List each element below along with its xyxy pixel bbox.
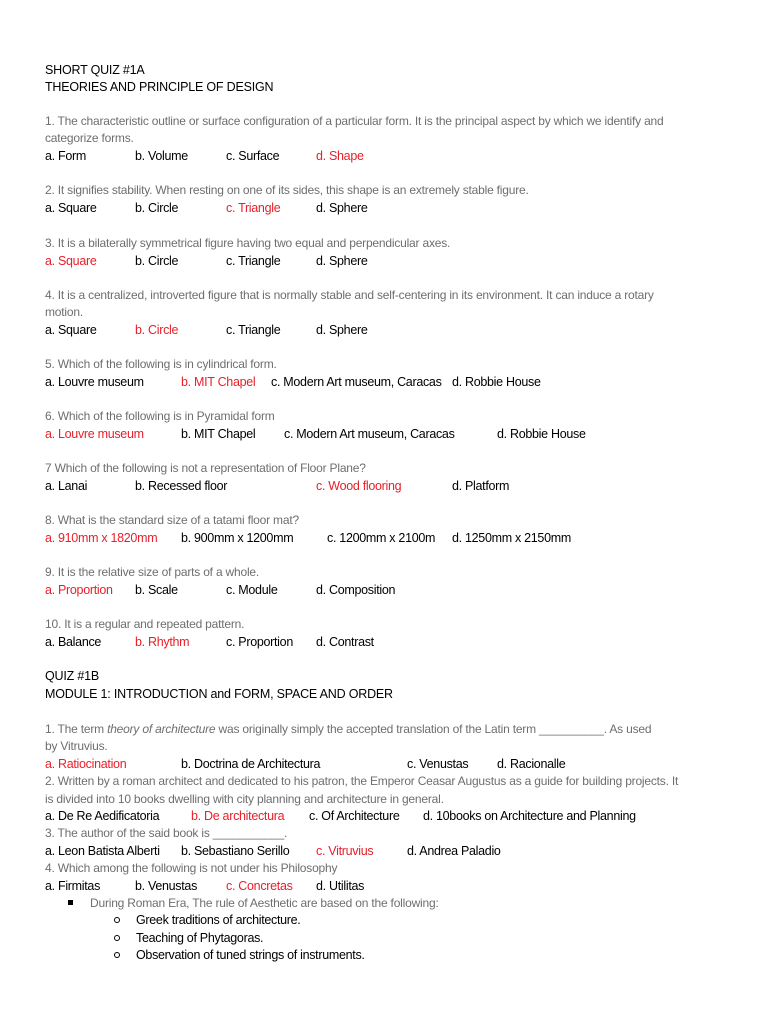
option-a1-a: a. Form [45,149,86,163]
option-b3-d: d. Andrea Paladio [407,844,501,858]
quiz-b-subtitle: MODULE 1: INTRODUCTION and FORM, SPACE AND ORDER [45,687,393,701]
option-b1-c: c. Venustas [407,757,469,771]
option-a1-d: d. Shape [316,149,364,163]
question-a3: 3. It is a bilaterally symmetrical figure having two equal and perpendicular axes. [45,236,451,250]
bullet-main: During Roman Era, The rule of Aesthetic are based on the following: [90,896,439,910]
option-a9-a: a. Proportion [45,583,113,597]
quiz-subtitle: THEORIES AND PRINCIPLE OF DESIGN [45,80,274,94]
option-b3-b: b. Sebastiano Serillo [181,844,290,858]
option-b1-d: d. Racionalle [497,757,566,771]
option-a3-a: a. Square [45,254,97,268]
question-b4: 4. Which among the following is not under his Philosophy [45,861,338,875]
question-b2-line2: is divided into 10 books dwelling with city planning and architecture in general. [45,792,444,806]
option-a10-a: a. Balance [45,635,102,649]
question-a1-line2: categorize forms. [45,131,134,145]
option-a8-b: b. 900mm x 1200mm [181,531,294,545]
circle-bullet-icon [114,952,120,958]
question-a6: 6. Which of the following is in Pyramidal form [45,409,275,423]
option-a9-b: b. Scale [135,583,178,597]
option-b3-a: a. Leon Batista Alberti [45,844,160,858]
option-a6-a: a. Louvre museum [45,427,144,441]
question-a5: 5. Which of the following is in cylindrical form. [45,357,277,371]
option-a1-b: b. Volume [135,149,188,163]
option-b1-b: b. Doctrina de Architectura [181,757,321,771]
option-a4-d: d. Sphere [316,323,368,337]
question-a9: 9. It is the relative size of parts of a whole. [45,565,260,579]
option-a9-d: d. Composition [316,583,396,597]
option-a10-b: b. Rhythm [135,635,190,649]
option-a10-d: d. Contrast [316,635,374,649]
option-a5-d: d. Robbie House [452,375,541,389]
option-b4-b: b. Venustas [135,879,198,893]
option-a8-a: a. 910mm x 1820mm [45,531,158,545]
option-a8-c: c. 1200mm x 2100m [327,531,436,545]
circle-bullet-icon [114,935,120,941]
option-a6-c: c. Modern Art museum, Caracas [284,427,455,441]
question-a4: 4. It is a centralized, introverted figure that is normally stable and self-centering in its environment. It can induce a rotary [45,288,654,302]
option-a5-a: a. Louvre museum [45,375,144,389]
option-a6-b: b. MIT Chapel [181,427,256,441]
option-b4-d: d. Utilitas [316,879,365,893]
circle-bullet-icon [114,917,120,923]
option-a2-d: d. Sphere [316,201,368,215]
option-b3-c: c. Vitruvius [316,844,374,858]
question-b1: 1. The term theory of architecture was originally simply the accepted translation of the Latin term __________. As used [45,722,652,736]
option-a6-d: d. Robbie House [497,427,586,441]
option-a1-c: c. Surface [226,149,280,163]
question-b3: 3. The author of the said book is ___________. [45,826,288,840]
option-a4-a: a. Square [45,323,97,337]
option-a10-c: c. Proportion [226,635,293,649]
option-b1-a: a. Ratiocination [45,757,127,771]
option-b2-a: a. De Re Aedificatoria [45,809,160,823]
option-b2-d: d. 10books on Architecture and Planning [423,809,636,823]
question-b1-line2: by Vitruvius. [45,739,108,753]
option-a3-b: b. Circle [135,254,179,268]
bullet-sub-3: Observation of tuned strings of instruments. [136,948,365,962]
question-b2: 2. Written by a roman architect and dedicated to his patron, the Emperor Ceasar Augustus as a guide for building projects. It [45,774,679,788]
quiz-b-title: QUIZ #1B [45,669,99,683]
option-a8-d: d. 1250mm x 2150mm [452,531,571,545]
option-b2-c: c. Of Architecture [309,809,400,823]
bullet-sub-2: Teaching of Phytagoras. [136,931,264,945]
option-a7-a: a. Lanai [45,479,88,493]
option-a2-b: b. Circle [135,201,179,215]
question-a8: 8. What is the standard size of a tatami floor mat? [45,513,299,527]
bullet-sub-1: Greek traditions of architecture. [136,913,301,927]
option-a3-d: d. Sphere [316,254,368,268]
option-a4-c: c. Triangle [226,323,281,337]
question-a7: 7 Which of the following is not a representation of Floor Plane? [45,461,366,475]
question-a10: 10. It is a regular and repeated pattern. [45,617,245,631]
option-a9-c: c. Module [226,583,278,597]
option-a2-c: c. Triangle [226,201,281,215]
option-a5-b: b. MIT Chapel [181,375,256,389]
question-a4-line2: motion. [45,305,83,319]
option-a3-c: c. Triangle [226,254,281,268]
option-a7-c: c. Wood flooring [316,479,402,493]
option-b4-c: c. Concretas [226,879,293,893]
option-a7-d: d. Platform [452,479,510,493]
quiz-title: SHORT QUIZ #1A [45,63,145,77]
option-a7-b: b. Recessed floor [135,479,228,493]
square-bullet-icon [68,900,73,905]
option-b4-a: a. Firmitas [45,879,101,893]
question-a2: 2. It signifies stability. When resting on one of its sides, this shape is an extremely stable figure. [45,183,529,197]
option-a4-b: b. Circle [135,323,179,337]
option-b2-b: b. De architectura [191,809,285,823]
option-a2-a: a. Square [45,201,97,215]
option-a5-c: c. Modern Art museum, Caracas [271,375,442,389]
question-a1: 1. The characteristic outline or surface configuration of a particular form. It is the principal aspect by which we identify and [45,114,664,128]
